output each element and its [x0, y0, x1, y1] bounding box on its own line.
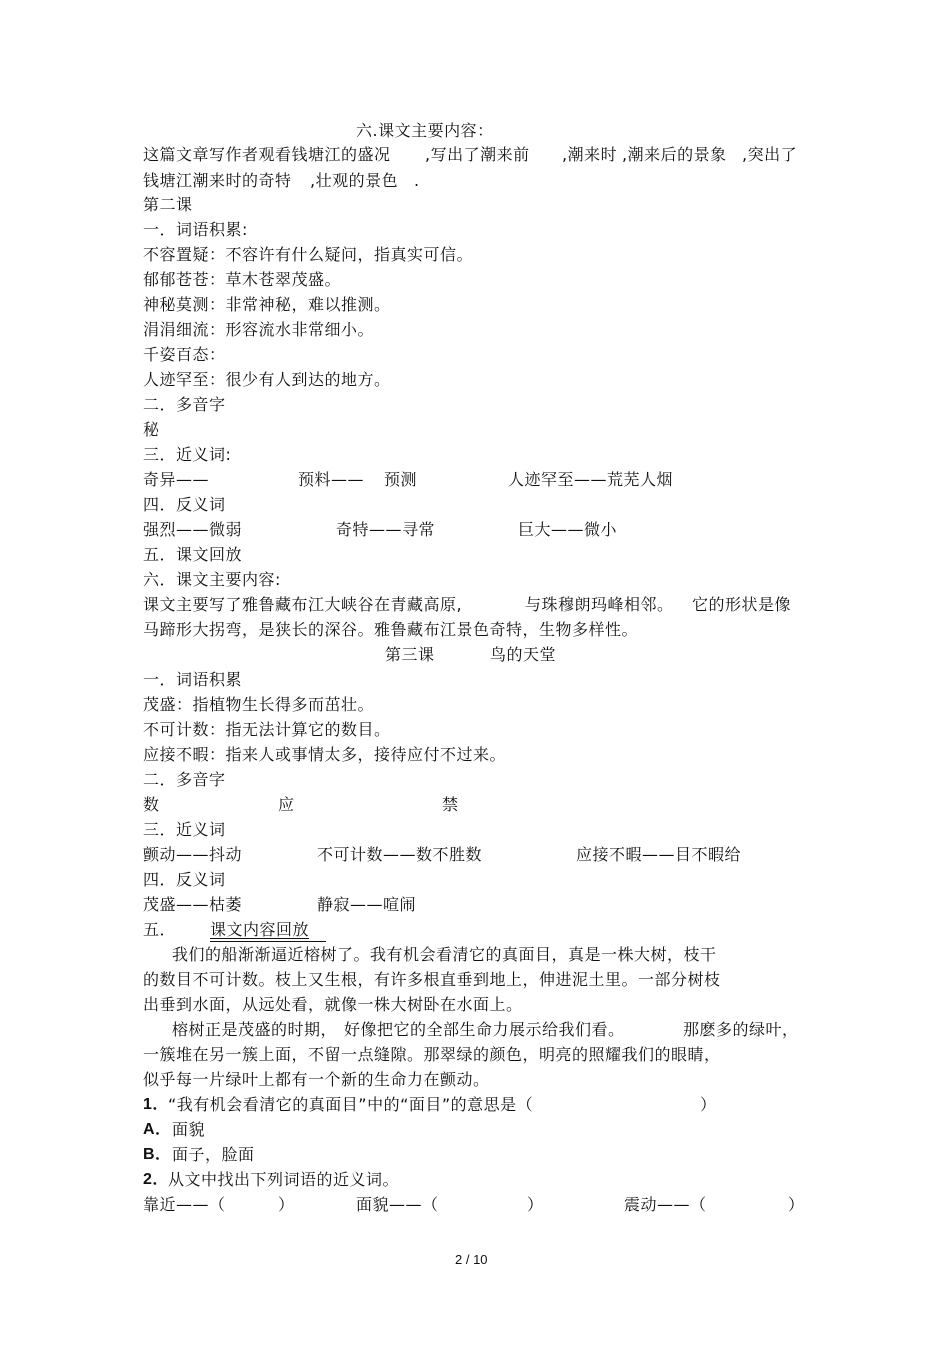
vocab-entry: 应接不暇：指来人或事情太多，接待应付不过来。 — [143, 745, 507, 764]
synonym-pair: 颤动——抖动 — [143, 845, 243, 864]
lesson-title: 鸟的天堂 — [490, 645, 557, 664]
section-heading: 五．课文回放 — [143, 545, 243, 564]
lesson-title: 第三课 — [385, 645, 435, 664]
vocab-entry: 茂盛：指植物生长得多而茁壮。 — [143, 695, 375, 714]
summary-text: 钱塘江潮来时的奇特 — [143, 171, 292, 190]
answer-bracket: ） — [527, 1195, 544, 1214]
page-number: 2 / 10 — [455, 1252, 488, 1267]
polyphone-char: 数 — [143, 795, 160, 814]
antonym-pair: 奇特——寻常 — [336, 520, 436, 539]
section-heading: 一．词语积累 — [143, 670, 243, 689]
section-heading: 二．多音字 — [143, 395, 226, 414]
option-text: 面貌 — [172, 1120, 206, 1139]
passage-line: 我们的船渐渐逼近榕树了。我有机会看清它的真面目，真是一株大树，枝干 — [172, 945, 717, 964]
section-heading: 三．近义词: — [143, 445, 232, 464]
antonym-pair: 强烈——微弱 — [143, 520, 243, 539]
synonym-pair: 应接不暇——目不暇给 — [576, 845, 742, 864]
fill-blank: 靠近——（ — [143, 1195, 226, 1214]
section-heading: 六.课文主要内容： — [356, 121, 494, 140]
section-heading: 四．反义词 — [143, 870, 226, 889]
passage-line: 好像把它的全部生命力展示给我们看。 — [344, 1020, 625, 1039]
question-text: 从文中找出下列词语的近义词。 — [168, 1170, 400, 1189]
synonym-pair: 不可计数——数不胜数 — [317, 845, 483, 864]
summary-text: ,壮观的景色 — [310, 171, 399, 190]
main-content-text: 马蹄形大拐弯，是狭长的深谷。雅鲁藏布江景色奇特，生物多样性。 — [143, 620, 639, 639]
main-content-text: 与珠穆朗玛峰相邻。 — [525, 595, 674, 614]
section-heading: 一．词语积累: — [143, 220, 248, 239]
option-text: 面子，脸面 — [172, 1145, 255, 1164]
passage-line: 一簇堆在另一簇上面，不留一点缝隙。那翠绿的颜色，明亮的照耀我们的眼睛， — [143, 1045, 721, 1064]
section-heading: 六．课文主要内容: — [143, 570, 281, 589]
section-heading: 四．反义词 — [143, 495, 226, 514]
section-heading: 课文内容回放 — [210, 920, 310, 939]
main-content-text: 课文主要写了雅鲁藏布江大峡谷在青藏高原, — [143, 595, 463, 614]
summary-text: ,突出了 — [742, 145, 798, 164]
answer-bracket: ） — [788, 1195, 805, 1214]
antonym-pair: 巨大——微小 — [518, 520, 618, 539]
option-label: B． — [143, 1146, 172, 1163]
vocab-entry: 神秘莫测：非常神秘，难以推测。 — [143, 295, 391, 314]
synonym-pair: 奇异—— — [143, 470, 210, 489]
underline-rule — [210, 941, 326, 942]
antonym-pair: 静寂——喧闹 — [317, 895, 417, 914]
fill-blank: 面貌——（ — [356, 1195, 439, 1214]
passage-line: 出垂到水面，从远处看，就像一株大树卧在水面上。 — [143, 995, 523, 1014]
polyphone-char: 应 — [278, 795, 295, 814]
vocab-entry: 涓涓细流：形容流水非常细小。 — [143, 320, 375, 339]
synonym-pair: 预料—— — [298, 470, 365, 489]
summary-text: ,写出了潮来前 — [425, 145, 530, 164]
section-number: 五． — [143, 920, 177, 939]
passage-line: 似乎每一片绿叶上都有一个新的生命力在颤动。 — [143, 1070, 490, 1089]
summary-text: ,潮来后的景象 — [622, 145, 727, 164]
summary-text: . — [414, 171, 420, 190]
synonym-pair: 预测 — [384, 470, 418, 489]
lesson-title: 第二课 — [143, 195, 193, 214]
option-label: A． — [143, 1121, 172, 1138]
section-heading: 二．多音字 — [143, 770, 226, 789]
vocab-entry: 不容置疑：不容许有什么疑问，指真实可信。 — [143, 245, 474, 264]
fill-blank: 震动——（ — [624, 1195, 707, 1214]
vocab-entry: 人迹罕至：很少有人到达的地方。 — [143, 370, 391, 389]
main-content-text: 它的形状是像 — [692, 595, 792, 614]
passage-line: 那麽多的绿叶， — [683, 1020, 799, 1039]
answer-bracket: ） — [278, 1195, 295, 1214]
answer-bracket: ） — [700, 1095, 717, 1114]
polyphone-char: 秘 — [143, 420, 160, 439]
vocab-entry: 不可计数：指无法计算它的数目。 — [143, 720, 391, 739]
question-text: “我有机会看清它的真面目”中的“面目”的意思是（ — [168, 1095, 534, 1114]
section-heading: 三．近义词 — [143, 820, 226, 839]
synonym-pair: 人迹罕至——荒芜人烟 — [508, 470, 674, 489]
summary-text: 这篇文章写作者观看钱塘江的盛况 — [143, 145, 391, 164]
passage-line: 的数目不可计数。枝上又生根，有许多根直垂到地上，伸进泥土里。一部分树枝 — [143, 970, 721, 989]
passage-line: 榕树正是茂盛的时期， — [172, 1020, 338, 1039]
vocab-entry: 郁郁苍苍：草木苍翠茂盛。 — [143, 270, 342, 289]
question-number: 1． — [143, 1096, 169, 1113]
summary-text: ,潮来时 — [562, 145, 618, 164]
question-number: 2． — [143, 1171, 169, 1188]
vocab-entry: 千姿百态： — [143, 345, 226, 364]
polyphone-char: 禁 — [442, 795, 459, 814]
antonym-pair: 茂盛——枯萎 — [143, 895, 243, 914]
